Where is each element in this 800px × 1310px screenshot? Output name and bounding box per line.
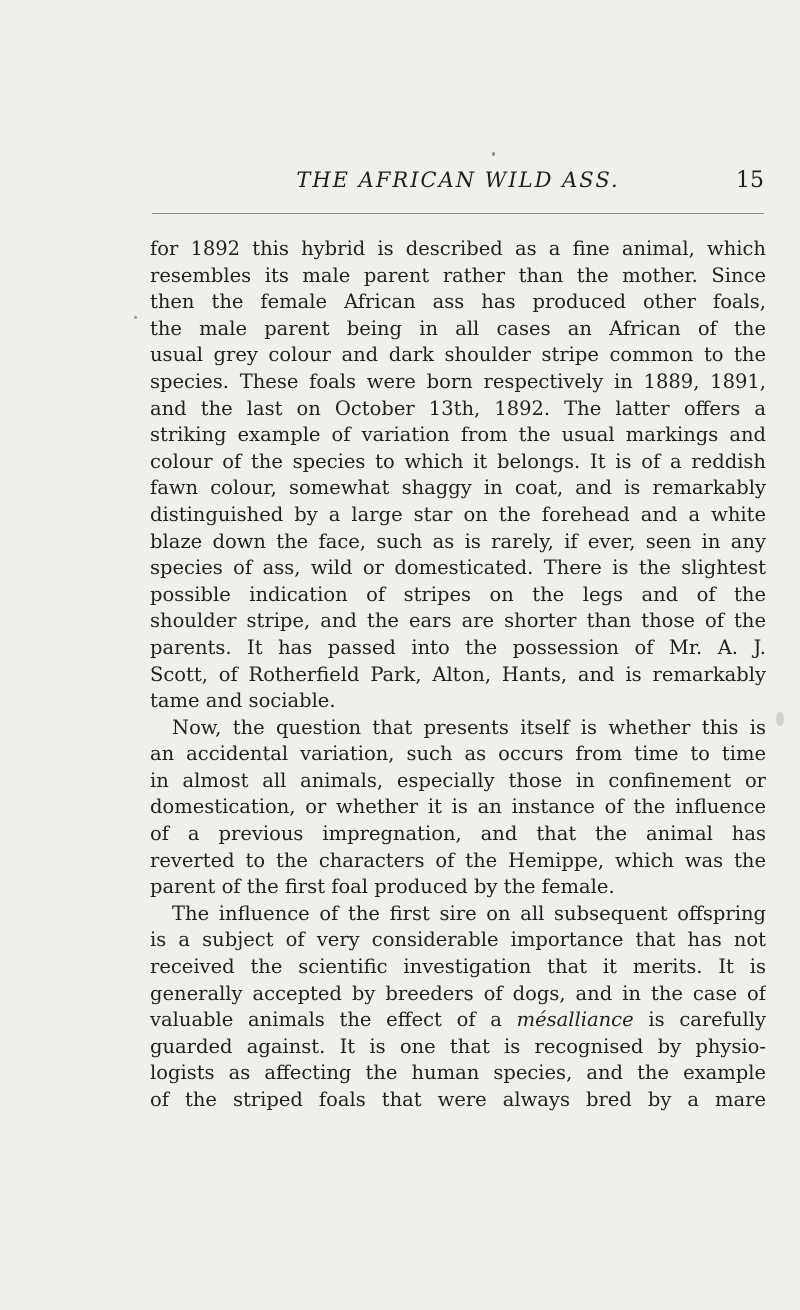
text-line-content: possible indication of stripes on the legs and of the bbox=[150, 582, 766, 606]
text-line bbox=[150, 369, 766, 396]
text-line-content: logists as affecting the human species, and the example bbox=[150, 1061, 766, 1085]
text-line-content: blaze down the face, such as is rarely, if ever, seen in any bbox=[150, 529, 766, 553]
text-line-content: an accidental variation, such as occurs from time to time bbox=[150, 742, 766, 766]
text-line-content: of a previous impregnation, and that the animal has bbox=[150, 822, 766, 846]
text-line bbox=[150, 342, 766, 369]
text-line-content: Now, the question that presents itself is whether this is bbox=[172, 715, 766, 739]
text-line-content: striking example of variation from the usual markings and bbox=[150, 423, 766, 447]
text-line bbox=[150, 741, 766, 768]
running-title: THE AFRICAN WILD ASS. bbox=[296, 168, 620, 192]
text-line-content: tame and sociable. bbox=[150, 689, 336, 713]
text-line bbox=[150, 1034, 766, 1061]
text-line-content: of the striped foals that were always bred by a mare bbox=[150, 1088, 766, 1111]
text-line bbox=[150, 981, 766, 1008]
body-text bbox=[150, 236, 766, 1114]
text-line-content: species. These foals were born respectively in 1889, 1891, bbox=[150, 369, 766, 393]
text-line bbox=[150, 635, 766, 662]
text-line-content: received the scientific investigation that it merits. It is bbox=[150, 955, 766, 979]
text-line bbox=[150, 821, 766, 848]
text-line bbox=[150, 794, 766, 821]
text-line-content: is carefully bbox=[633, 1008, 766, 1032]
text-line-content: generally accepted by breeders of dogs, and in the case of bbox=[150, 981, 766, 1005]
text-line bbox=[150, 236, 766, 263]
text-line-content: species of ass, wild or domesticated. There is the slightest bbox=[150, 556, 766, 580]
text-line bbox=[150, 449, 766, 476]
text-line bbox=[150, 927, 766, 954]
text-line-content: valuable animals the effect of a bbox=[150, 1008, 517, 1032]
text-line bbox=[150, 529, 766, 556]
text-line-content: reverted to the characters of the Hemippe, which was the bbox=[150, 848, 766, 872]
ink-speck bbox=[492, 152, 495, 156]
text-line bbox=[150, 1007, 766, 1034]
text-line-content: the male parent being in all cases an African of the bbox=[150, 316, 766, 340]
paper-blemish bbox=[776, 712, 784, 726]
text-line-content: parent of the first foal produced by the female. bbox=[150, 875, 615, 899]
text-line bbox=[150, 1087, 766, 1114]
running-head bbox=[152, 168, 764, 198]
text-line-content: guarded against. It is one that is recognised by physio- bbox=[150, 1034, 766, 1058]
text-line-content: The influence of the first sire on all subsequent offspring bbox=[172, 901, 766, 925]
text-line bbox=[150, 901, 766, 928]
text-line bbox=[150, 316, 766, 343]
text-line bbox=[150, 555, 766, 582]
text-line-content: for 1892 this hybrid is described as a fine animal, which bbox=[150, 237, 766, 260]
text-line bbox=[150, 263, 766, 290]
ink-speck bbox=[134, 316, 137, 319]
text-line-content: Scott, of Rotherfield Park, Alton, Hants, and is remarkably bbox=[150, 662, 766, 686]
text-line bbox=[150, 874, 766, 901]
text-line bbox=[150, 289, 766, 316]
header-rule bbox=[152, 213, 764, 214]
text-line bbox=[150, 608, 766, 635]
text-line-content: distinguished by a large star on the forehead and a white bbox=[150, 502, 766, 526]
text-line-content: resembles its male parent rather than the mother. Since bbox=[150, 263, 766, 287]
text-line bbox=[150, 475, 766, 502]
text-line bbox=[150, 688, 766, 715]
text-line bbox=[150, 582, 766, 609]
text-line-content: usual grey colour and dark shoulder stripe common to the bbox=[150, 343, 766, 367]
text-line bbox=[150, 396, 766, 423]
text-line-content: fawn colour, somewhat shaggy in coat, and is remarkably bbox=[150, 476, 766, 500]
text-line bbox=[150, 715, 766, 742]
text-line-content: colour of the species to which it belongs. It is of a reddish bbox=[150, 449, 766, 473]
text-line bbox=[150, 1060, 766, 1087]
emphasized-word: mésalliance bbox=[516, 1008, 634, 1032]
text-line-content: shoulder stripe, and the ears are shorter than those of the bbox=[150, 609, 766, 633]
text-line bbox=[150, 954, 766, 981]
text-line bbox=[150, 768, 766, 795]
page-number: 15 bbox=[736, 168, 764, 193]
text-line bbox=[150, 502, 766, 529]
text-line bbox=[150, 848, 766, 875]
text-line-content: parents. It has passed into the possession of Mr. A. J. bbox=[150, 635, 766, 659]
text-line bbox=[150, 662, 766, 689]
text-line-content: in almost all animals, especially those in confinement or bbox=[150, 768, 766, 792]
text-line-content: is a subject of very considerable importance that has not bbox=[150, 928, 766, 952]
text-line bbox=[150, 422, 766, 449]
text-line-content: domestication, or whether it is an instance of the influence bbox=[150, 795, 766, 819]
text-line-content: then the female African ass has produced other foals, bbox=[150, 290, 766, 314]
text-line-content: and the last on October 13th, 1892. The latter offers a bbox=[150, 396, 766, 420]
